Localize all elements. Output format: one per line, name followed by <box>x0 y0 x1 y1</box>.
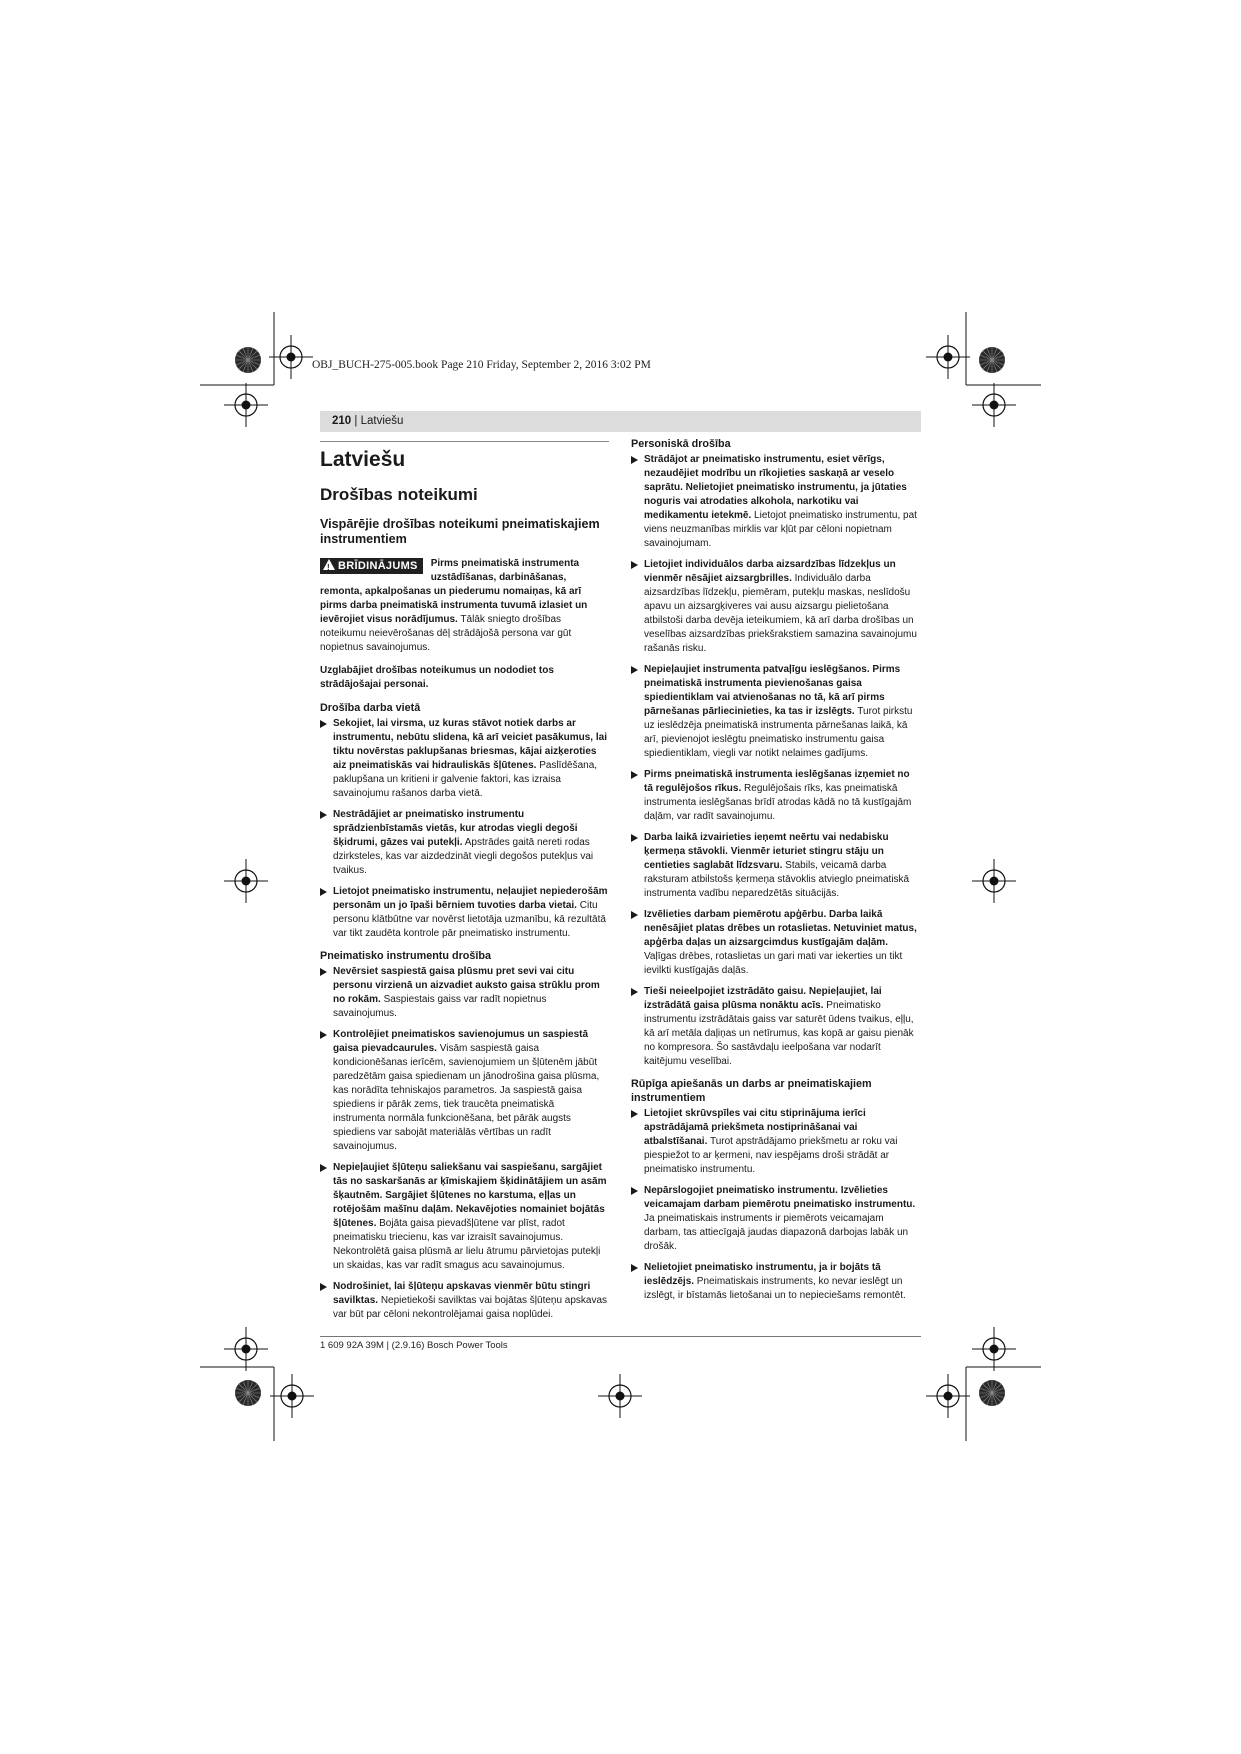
item-bold: Darba laikā izvairieties ieņemt neērtu vai nedabisku ķermeņa stāvokli. Vienmēr ieturiet stingru stāju un centieties saglabāt līdzsvaru. <box>644 832 889 871</box>
item-bold: Nevērsiet saspiestā gaisa plūsmu pret sevi vai citu personu virzienā un aizvadiet auksto gaisa strūklu prom no rokām. <box>333 966 600 1005</box>
page-footer: 1 609 92A 39M | (2.9.16) Bosch Power Tools <box>320 1340 508 1351</box>
list-item <box>631 1261 920 1303</box>
bullet-arrow-icon <box>631 561 638 569</box>
bullet-arrow-icon <box>320 811 327 819</box>
section-heading: Personiskā drošība <box>631 438 731 450</box>
item-text: Regulējošais rīks, kas pneimatiskā instrumenta ieslēgšanas brīdī atrodas kādā no tā kustīgajām daļām, var radīt savainojumu. <box>644 783 912 822</box>
list-item <box>631 985 920 1069</box>
bullet-arrow-icon <box>631 911 638 919</box>
section-heading: Rūpīga apiešanās un darbs ar pneimatiskajiem instrumentiem <box>631 1078 872 1104</box>
item-bold: Nelietojiet pneimatisko instrumentu, ja ir bojāts tā ieslēdzējs. <box>644 1262 881 1287</box>
bullet-arrow-icon <box>631 834 638 842</box>
list-item <box>320 717 609 801</box>
page-header-language: Latviešu <box>360 415 404 427</box>
item-text: Paslīdēšana, paklupšana un kritieni ir galvenie faktori, kas izraisa savainojumu rašanos darba vietā. <box>333 760 598 799</box>
list-item <box>631 908 920 978</box>
bullet-list <box>320 717 609 941</box>
page-header-band <box>320 411 921 432</box>
list-item <box>631 1107 920 1177</box>
list-item <box>320 808 609 878</box>
item-text: Ja pneimatiskais instruments ir piemērots veicamajam darbam, tas attiecīgajā jaudas diapazonā darbojas labāk un drošāk. <box>644 1213 909 1252</box>
warning-triangle-icon <box>323 559 335 570</box>
bullet-arrow-icon <box>631 771 638 779</box>
warning-text: Tālāk sniegto drošības noteikumu neievērošanas dēļ strādājošā persona var gūt nopietnus savainojumus. <box>320 614 572 653</box>
warning-block <box>320 557 609 655</box>
list-item <box>320 1161 609 1273</box>
item-text: Stabils, veicamā darba raksturam atbilstošs ķermeņa stāvoklis atvieglo pneimatiskā instrumenta vadību neparedzētās situācijās. <box>644 860 910 899</box>
item-bold: Lietojiet skrūvspīles vai citu stiprinājuma ierīci apstrādājamā priekšmeta nostiprināšanai vai atbalstīšanai. <box>644 1108 866 1147</box>
list-item <box>631 1184 920 1254</box>
bullet-list <box>631 453 920 1069</box>
bullet-list <box>320 965 609 1322</box>
item-text: Nepietiekoši savilktas vai bojātas šļūteņu apskavas var būt par cēloni nekontrolējamai gaisa noplūdei. <box>333 1295 608 1320</box>
item-text: Saspiestais gaiss var radīt nopietnus savainojumus. <box>333 994 547 1019</box>
right-column <box>631 437 920 1311</box>
list-item <box>631 663 920 761</box>
item-bold: Sekojiet, lai virsma, uz kuras stāvot notiek darbs ar instrumentu, nebūtu slidena, kā arī veiciet pasākumus, lai tiktu novērstas paklupšanas briesmas, kājai aizķeroties aiz pneimatiskās vai hidrauliskās šļūtenes. <box>333 718 607 771</box>
bullet-arrow-icon <box>631 1264 638 1272</box>
list-item <box>631 453 920 551</box>
bullet-arrow-icon <box>320 968 327 976</box>
item-text: Vaļīgas drēbes, rotaslietas un gari mati var iekerties un tikt ievilkti kustīgajās daļās. <box>644 951 903 976</box>
item-text: Pneimatisko instrumentu izstrādātais gaiss var saturēt ūdens tvaikus, eļļu, kā arī metāla daļiņas un netīrumus, kas kopā ar gaisu pienāk no kompresora. Šo sastāvdaļu ieelpošana var nodarīt kaitējumu veselībai. <box>644 1000 914 1067</box>
item-bold: Strādājot ar pneimatisko instrumentu, esiet vērīgs, nezaudējiet modrību un rīkojieties saskaņā ar veselo saprātu. Nelietojiet pneimatisko instrumentu, ja jūtaties noguris vai atrodaties alkohola, narkotiku vai medikamentu ietekmē. <box>644 454 907 521</box>
book-file-header: OBJ_BUCH-275-005.book Page 210 Friday, September 2, 2016 3:02 PM <box>312 359 651 371</box>
warning-badge <box>320 558 423 574</box>
section-heading: Pneimatisko instrumentu drošība <box>320 950 491 962</box>
warning-bold-text: Pirms pneimatiskā instrumenta uzstādīšanas, darbināšanas, remonta, apkalpošanas un piederumu nomaiņas, kā arī pirms darba pneimatiskā instrumenta tuvumā izlasiet un ievērojiet visus norādījumus. <box>320 558 588 625</box>
item-bold: Nepieļaujiet instrumenta patvaļīgu ieslēgšanos. Pirms pneimatiskā instrumenta pievienošanas gaisa spiedientiklam vai atvienošanas no tā, kā arī pirms pārnešanas pārliecinieties, ka tas ir izslēgts. <box>644 664 901 717</box>
item-text: Turot apstrādājamo priekšmetu ar roku vai piespiežot to ar ķermeni, nav iespējams droši strādāt ar pneimatisko instrumentu. <box>644 1136 898 1175</box>
left-column <box>320 441 609 1330</box>
list-item <box>320 965 609 1021</box>
section-title: Drošības noteikumi <box>320 485 478 504</box>
item-bold: Lietojiet individuālos darba aizsardzības līdzekļus un vienmēr nēsājiet aizsargbrilles. <box>644 559 896 584</box>
item-bold: Lietojot pneimatisko instrumentu, neļaujiet nepiederošām personām un jo īpaši bērniem tuvoties darba vietai. <box>333 886 608 911</box>
item-text: Visām saspiestā gaisa kondicionēšanas ierīcēm, savienojumiem un šļūtenēm jābūt paredzētām gaisa spiedienam un jānodrošina gaisa plūsma, kas norādīta tehniskajos parametros. Ja saspiestā gaisa spiediens ir pārāk zems, tiek traucēta pneimatiskā instrumenta normāla funkcionēšana, bet pārāk augsts spiediens var sabojāt materiālās vērtības un radīt savainojumus. <box>333 1043 600 1152</box>
list-item <box>631 558 920 656</box>
list-item <box>320 1280 609 1322</box>
page-number: 210 <box>332 415 352 427</box>
item-text: Pneimatiskais instruments, ko nevar ieslēgt un izslēgt, ir bīstamās lietošanai un to nepieciešams remontēt. <box>644 1276 906 1301</box>
subsection-title: Vispārējie drošības noteikumi pneimatiskajiem instrumentiem <box>320 517 600 546</box>
footer-rule <box>320 1336 921 1337</box>
bullet-arrow-icon <box>631 666 638 674</box>
item-bold: Nestrādājiet ar pneimatisko instrumentu sprādzienbīstamās vietās, kur atrodas viegli degoši šķidrumi, gāzes vai putekļi. <box>333 809 578 848</box>
item-text: Individuālo darba aizsardzības līdzekļu, piemēram, putekļu maskas, neslīdošu apavu un aizsargķiveres vai ausu aizsargu pielietošana atbilstoši darba devēja ieteikumiem, kā arī darba drošības un veselības aizsardzības priekšrakstiem samazina savainojumu rašanās risku. <box>644 573 917 654</box>
bullet-arrow-icon <box>631 988 638 996</box>
warning-badge-label: BRĪDINĀJUMS <box>338 560 418 572</box>
bullet-list <box>631 1107 920 1303</box>
item-bold: Nepieļaujiet šļūteņu saliekšanu vai saspiešanu, sargājiet tās no saskaršanās ar ķīmiskajiem šķidinātājiem un asām šķautnēm. Sargājiet šļūtenes no karstuma, eļļas un rotējošām mašīnu daļām. Nekavējoties nomainiet bojātās šļūtenes. <box>333 1162 607 1229</box>
item-text: Apstrādes gaitā nereti rodas dzirksteles, kas var aizdedzināt viegli degošos putekļus vai tvaikus. <box>333 837 594 876</box>
bullet-arrow-icon <box>320 1283 327 1291</box>
bullet-arrow-icon <box>320 1164 327 1172</box>
item-text: Bojāta gaisa pievadšļūtene var plīst, radot pneimatisku triecienu, kas var izraisīt savainojumus. Nekontrolētā gaisa plūsmā ar lielu ātrumu pārvietojas putekļi un skaidas, kas var radīt smagus acu savainojumus. <box>333 1218 601 1271</box>
page-title: Latviešu <box>320 448 406 471</box>
list-item <box>320 1028 609 1154</box>
item-text: Citu personu klātbūtne var novērst lietotāja uzmanību, kā rezultātā var tikt zaudēta kontrole pār pneimatisko instrumentu. <box>333 900 606 939</box>
keep-instructions-notice: Uzglabājiet drošības noteikumus un nododiet tos strādājošajai personai. <box>320 665 554 690</box>
item-text: Turot pirkstu uz ieslēdzēja pneimatiskā instrumenta pārnešanas laikā, kā arī, pievienojot ieslēgtu pneimatisko instrumentu gaisa spiedientiklam, viegli var notikt nelaimes gadījums. <box>644 706 913 759</box>
title-rule <box>320 441 609 442</box>
item-bold: Kontrolējiet pneimatiskos savienojumus un saspiestā gaisa pievadcaurules. <box>333 1029 589 1054</box>
list-item <box>631 768 920 824</box>
item-bold: Izvēlieties darbam piemērotu apģērbu. Darba laikā nenēsājiet platas drēbes un rotaslietas. Netuviniet matus, apģērba daļas un aizsargcimdus kustīgajām daļām. <box>644 909 917 948</box>
item-bold: Pirms pneimatiskā instrumenta ieslēgšanas izņemiet no tā regulējošos rīkus. <box>644 769 910 794</box>
item-bold: Nepārslogojiet pneimatisko instrumentu. Izvēlieties veicamajam darbam piemērotu pneimatisko instrumentu. <box>644 1185 916 1210</box>
bullet-arrow-icon <box>631 1110 638 1118</box>
bullet-arrow-icon <box>320 1031 327 1039</box>
list-item <box>320 885 609 941</box>
bullet-arrow-icon <box>320 720 327 728</box>
item-bold: Tieši neieelpojiet izstrādāto gaisu. Nepieļaujiet, lai izstrādātā gaisa plūsma nonāktu acīs. <box>644 986 882 1011</box>
page-header-separator: | <box>351 415 361 427</box>
section-heading: Drošība darba vietā <box>320 702 421 714</box>
bullet-arrow-icon <box>631 456 638 464</box>
bullet-arrow-icon <box>320 888 327 896</box>
bullet-arrow-icon <box>631 1187 638 1195</box>
item-bold: Nodrošiniet, lai šļūteņu apskavas vienmēr būtu stingri savilktas. <box>333 1281 591 1306</box>
item-text: Lietojot pneimatisko instrumentu, pat viens neuzmanības mirklis var kļūt par cēloni nopietnam savainojumam. <box>644 510 917 549</box>
list-item <box>631 831 920 901</box>
